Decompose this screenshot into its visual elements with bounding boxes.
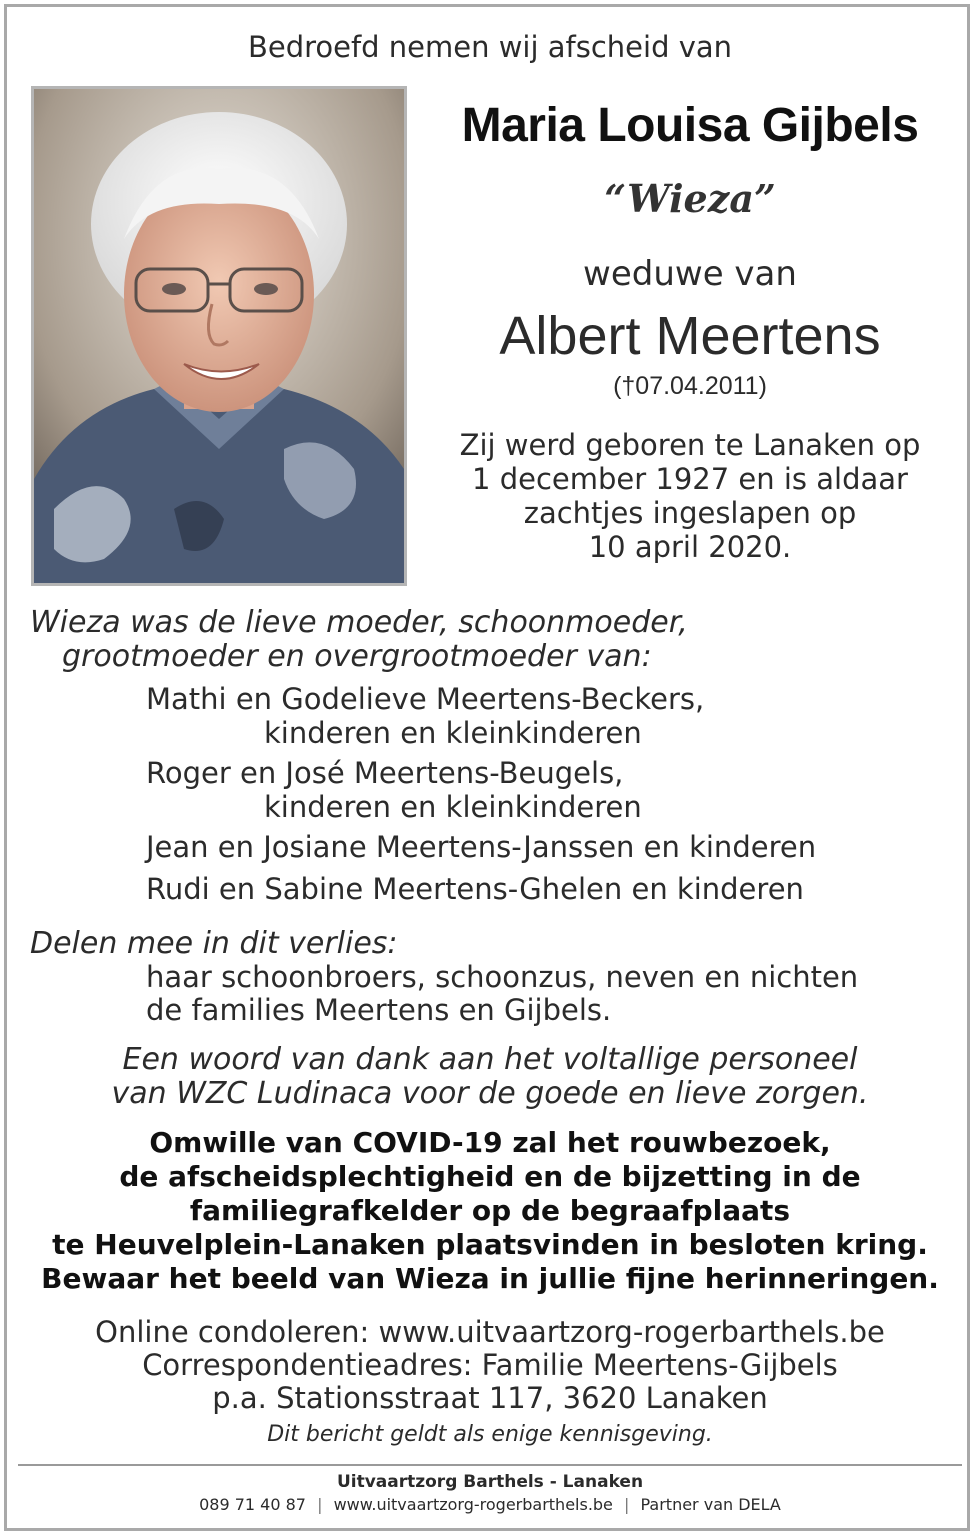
share-line: de families Meertens en Gijbels. (146, 993, 612, 1027)
contact-line: Correspondentieadres: Familie Meertens-Gijbels (142, 1348, 838, 1382)
separator: | (317, 1495, 323, 1514)
mother-intro-line: grootmoeder en overgrootmoeder van: (62, 639, 652, 674)
deceased-nickname: “Wieza” (604, 176, 776, 221)
separator: | (624, 1495, 630, 1514)
birth-text-line: zachtjes ingeslapen op (523, 496, 857, 530)
family-line: Rudi en Sabine Meertens-Ghelen en kinderen (146, 872, 804, 906)
spouse-name: Albert Meertens (499, 306, 881, 366)
footer-contact (0, 1495, 980, 1514)
covid-line: Bewaar het beeld van Wieza in jullie fijne herinneringen. (41, 1262, 939, 1295)
mother-intro-line: Wieza was de lieve moeder, schoonmoeder, (30, 605, 688, 640)
funeral-home-name: Uitvaartzorg Barthels - Lanaken (336, 1472, 644, 1492)
portrait-illustration (34, 89, 404, 583)
family-line: kinderen en kleinkinderen (264, 790, 642, 824)
notice-text: Dit bericht geldt als enige kennisgeving. (267, 1422, 713, 1447)
contact-line: Online condoleren: www.uitvaartzorg-rogerbarthels.be (95, 1315, 885, 1349)
spouse-death-date: (†07.04.2011) (613, 372, 767, 400)
covid-line: te Heuvelplein-Lanaken plaatsvinden in besloten kring. (52, 1228, 928, 1261)
birth-text-line: 10 april 2020. (588, 530, 792, 564)
thanks-line: van WZC Ludinaca voor de goede en lieve zorgen. (111, 1076, 869, 1111)
family-line: Roger en José Meertens-Beugels, (146, 756, 624, 790)
thanks-line: Een woord van dank aan het voltallige personeel (122, 1042, 858, 1077)
covid-line: de afscheidsplechtigheid en de bijzetting in de (119, 1160, 861, 1193)
relation-label: weduwe van (583, 254, 797, 294)
share-line: haar schoonbroers, schoonzus, neven en nichten (146, 960, 859, 994)
family-line: Mathi en Godelieve Meertens-Beckers, (146, 682, 705, 716)
partner-text: Partner van DELA (640, 1495, 781, 1514)
covid-line: Omwille van COVID-19 zal het rouwbezoek, (149, 1126, 831, 1159)
intro-text: Bedroefd nemen wij afscheid van (247, 30, 733, 64)
birth-text-line: 1 december 1927 en is aldaar (472, 462, 908, 496)
footer-divider (18, 1464, 962, 1466)
contact-line: p.a. Stationsstraat 117, 3620 Lanaken (212, 1381, 768, 1415)
portrait-photo (31, 86, 407, 586)
family-line: Jean en Josiane Meertens-Janssen en kinderen (146, 830, 817, 864)
share-intro: Delen mee in dit verlies: (30, 926, 398, 961)
phone-number: 089 71 40 87 (199, 1495, 306, 1514)
website-link[interactable]: www.uitvaartzorg-rogerbarthels.be (333, 1495, 613, 1514)
birth-text-line: Zij werd geboren te Lanaken op (459, 428, 921, 462)
deceased-name: Maria Louisa Gijbels (461, 99, 919, 152)
family-line: kinderen en kleinkinderen (264, 716, 642, 750)
covid-line: familiegrafkelder op de begraafplaats (189, 1194, 791, 1227)
